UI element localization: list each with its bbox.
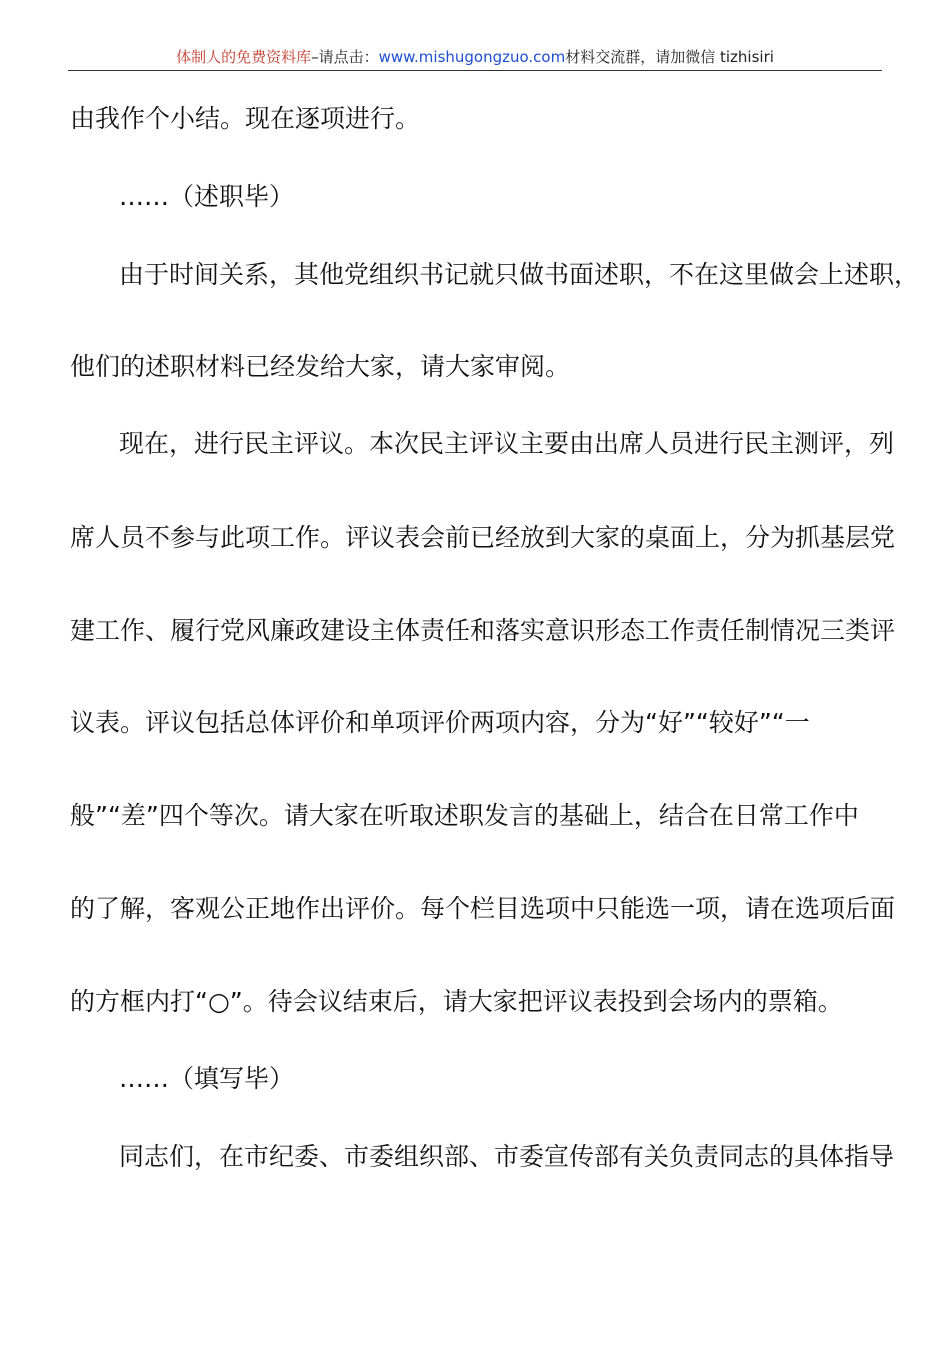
- body-line-1: 由我作个小结。现在逐项进行。: [70, 104, 421, 133]
- body-line-5: 现在，进行民主评议。本次民主评议主要由出席人员进行民主测评，列: [119, 429, 895, 458]
- body-line-3: 由于时间关系，其他党组织书记就只做书面述职，不在这里做会上述职，: [119, 260, 920, 289]
- body-line-12: ……（填写毕）: [119, 1064, 295, 1093]
- body-line-4: 他们的述职材料已经发给大家，请大家审阅。: [70, 352, 571, 381]
- header-separator: –请点击：: [311, 48, 379, 66]
- body-line-10: 的了解，客观公正地作出评价。每个栏目选项中只能选一项，请在选项后面: [70, 894, 896, 923]
- header-link[interactable]: www.mishugongzuo.com: [378, 48, 566, 66]
- header-note: 材料交流群，请加微信 tizhisiri: [565, 48, 774, 66]
- body-line-11: 的方框内打“○”。待会议结束后，请大家把评议表投到会场内的票箱。: [70, 987, 843, 1016]
- body-line-13: 同志们，在市纪委、市委组织部、市委宣传部有关负责同志的具体指导: [119, 1142, 895, 1171]
- body-line-7: 建工作、履行党风廉政建设主体责任和落实意识形态工作责任制情况三类评: [70, 616, 896, 645]
- body-line-8: 议表。评议包括总体评价和单项评价两项内容，分为“好”“较好”“一: [70, 708, 810, 737]
- body-line-6: 席人员不参与此项工作。评议表会前已经放到大家的桌面上，分为抓基层党: [70, 523, 896, 552]
- header-brand: 体制人的免费资料库: [176, 48, 312, 66]
- body-line-2: ……（述职毕）: [119, 182, 295, 211]
- body-line-9: 般”“差”四个等次。请大家在听取述职发言的基础上，结合在日常工作中: [70, 801, 859, 830]
- page-header: [68, 44, 882, 71]
